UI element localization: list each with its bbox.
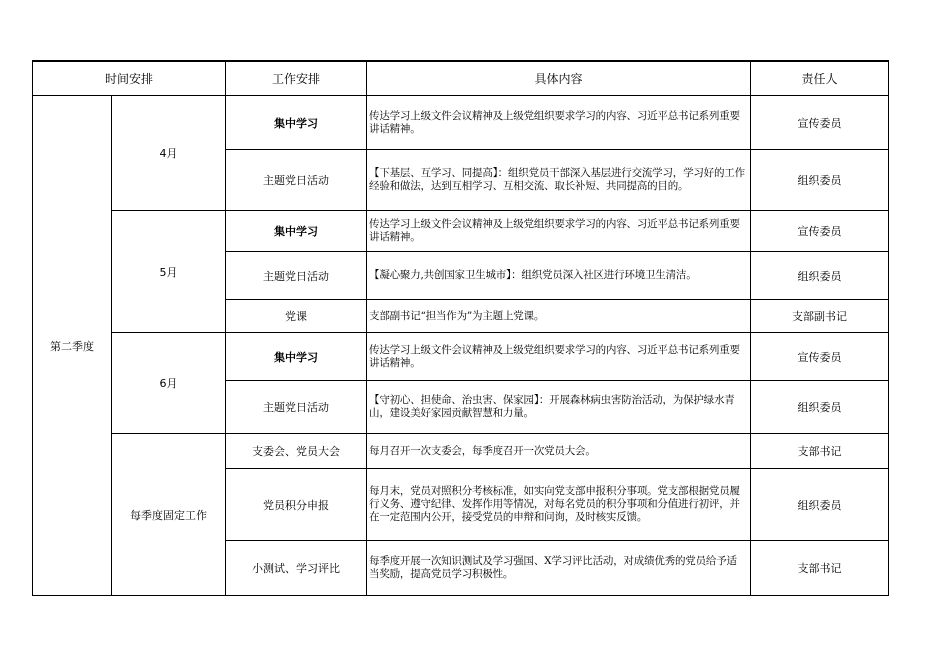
content-cell: 【下基层、互学习、同提高】：组织党员干部深入基层进行交流学习，学习好的工作经验和做法，达到互相学习、互相交流、取长补短、共同提高的目的。 [367, 150, 751, 211]
content-cell: 【守初心、担使命、治虫害、保家园】：开展森林病虫害防治活动，为保护绿水青山，建设美好家园贡献智慧和力量。 [367, 381, 751, 434]
quarter-cell: 第二季度 [33, 96, 112, 596]
content-cell: 每季度开展一次知识测试及学习强国、X学习评比活动，对成绩优秀的党员给予适当奖励，提高党员学习积极性。 [367, 541, 751, 596]
task-cell: 集中学习 [226, 96, 367, 150]
schedule-table [32, 60, 889, 596]
task-cell: 主题党日活动 [226, 252, 367, 300]
header-content: 具体内容 [367, 61, 751, 96]
owner-cell: 支部书记 [751, 434, 889, 469]
owner-cell: 支部副书记 [751, 300, 889, 333]
table-row [33, 333, 889, 381]
owner-cell: 宣传委员 [751, 333, 889, 381]
owner-cell: 宣传委员 [751, 211, 889, 252]
content-cell: 支部副书记“担当作为”为主题上党课。 [367, 300, 751, 333]
content-cell: 传达学习上级文件会议精神及上级党组织要求学习的内容、习近平总书记系列重要讲话精神。 [367, 333, 751, 381]
task-cell: 党课 [226, 300, 367, 333]
task-cell: 集中学习 [226, 211, 367, 252]
month-may: 5月 [112, 211, 226, 333]
content-cell: 传达学习上级文件会议精神及上级党组织要求学习的内容、习近平总书记系列重要讲话精神。 [367, 211, 751, 252]
header-work: 工作安排 [226, 61, 367, 96]
task-cell: 党员积分申报 [226, 469, 367, 541]
owner-cell: 组织委员 [751, 252, 889, 300]
content-cell: 【凝心聚力,共创国家卫生城市】：组织党员深入社区进行环境卫生清洁。 [367, 252, 751, 300]
fixed-work-cell: 每季度固定工作 [112, 434, 226, 596]
owner-cell: 组织委员 [751, 469, 889, 541]
task-cell: 支委会、党员大会 [226, 434, 367, 469]
header-row [33, 61, 889, 96]
table-row [33, 96, 889, 150]
header-time: 时间安排 [33, 61, 226, 96]
content-cell: 每月召开一次支委会，每季度召开一次党员大会。 [367, 434, 751, 469]
owner-cell: 组织委员 [751, 150, 889, 211]
header-owner: 责任人 [751, 61, 889, 96]
owner-cell: 支部书记 [751, 541, 889, 596]
content-cell: 传达学习上级文件会议精神及上级党组织要求学习的内容、习近平总书记系列重要讲话精神。 [367, 96, 751, 150]
owner-cell: 组织委员 [751, 381, 889, 434]
month-june: 6月 [112, 333, 226, 434]
table-row [33, 211, 889, 252]
content-cell: 每月末，党员对照积分考核标准，如实向党支部申报积分事项。党支部根据党员履行义务、遵守纪律、发挥作用等情况，对每名党员的积分事项和分值进行初评，并在一定范围内公开，接受党员的申辩和问询，及时核实反馈。 [367, 469, 751, 541]
task-cell: 集中学习 [226, 333, 367, 381]
owner-cell: 宣传委员 [751, 96, 889, 150]
task-cell: 小测试、学习评比 [226, 541, 367, 596]
month-april: 4月 [112, 96, 226, 211]
table-row [33, 434, 889, 469]
task-cell: 主题党日活动 [226, 381, 367, 434]
task-cell: 主题党日活动 [226, 150, 367, 211]
